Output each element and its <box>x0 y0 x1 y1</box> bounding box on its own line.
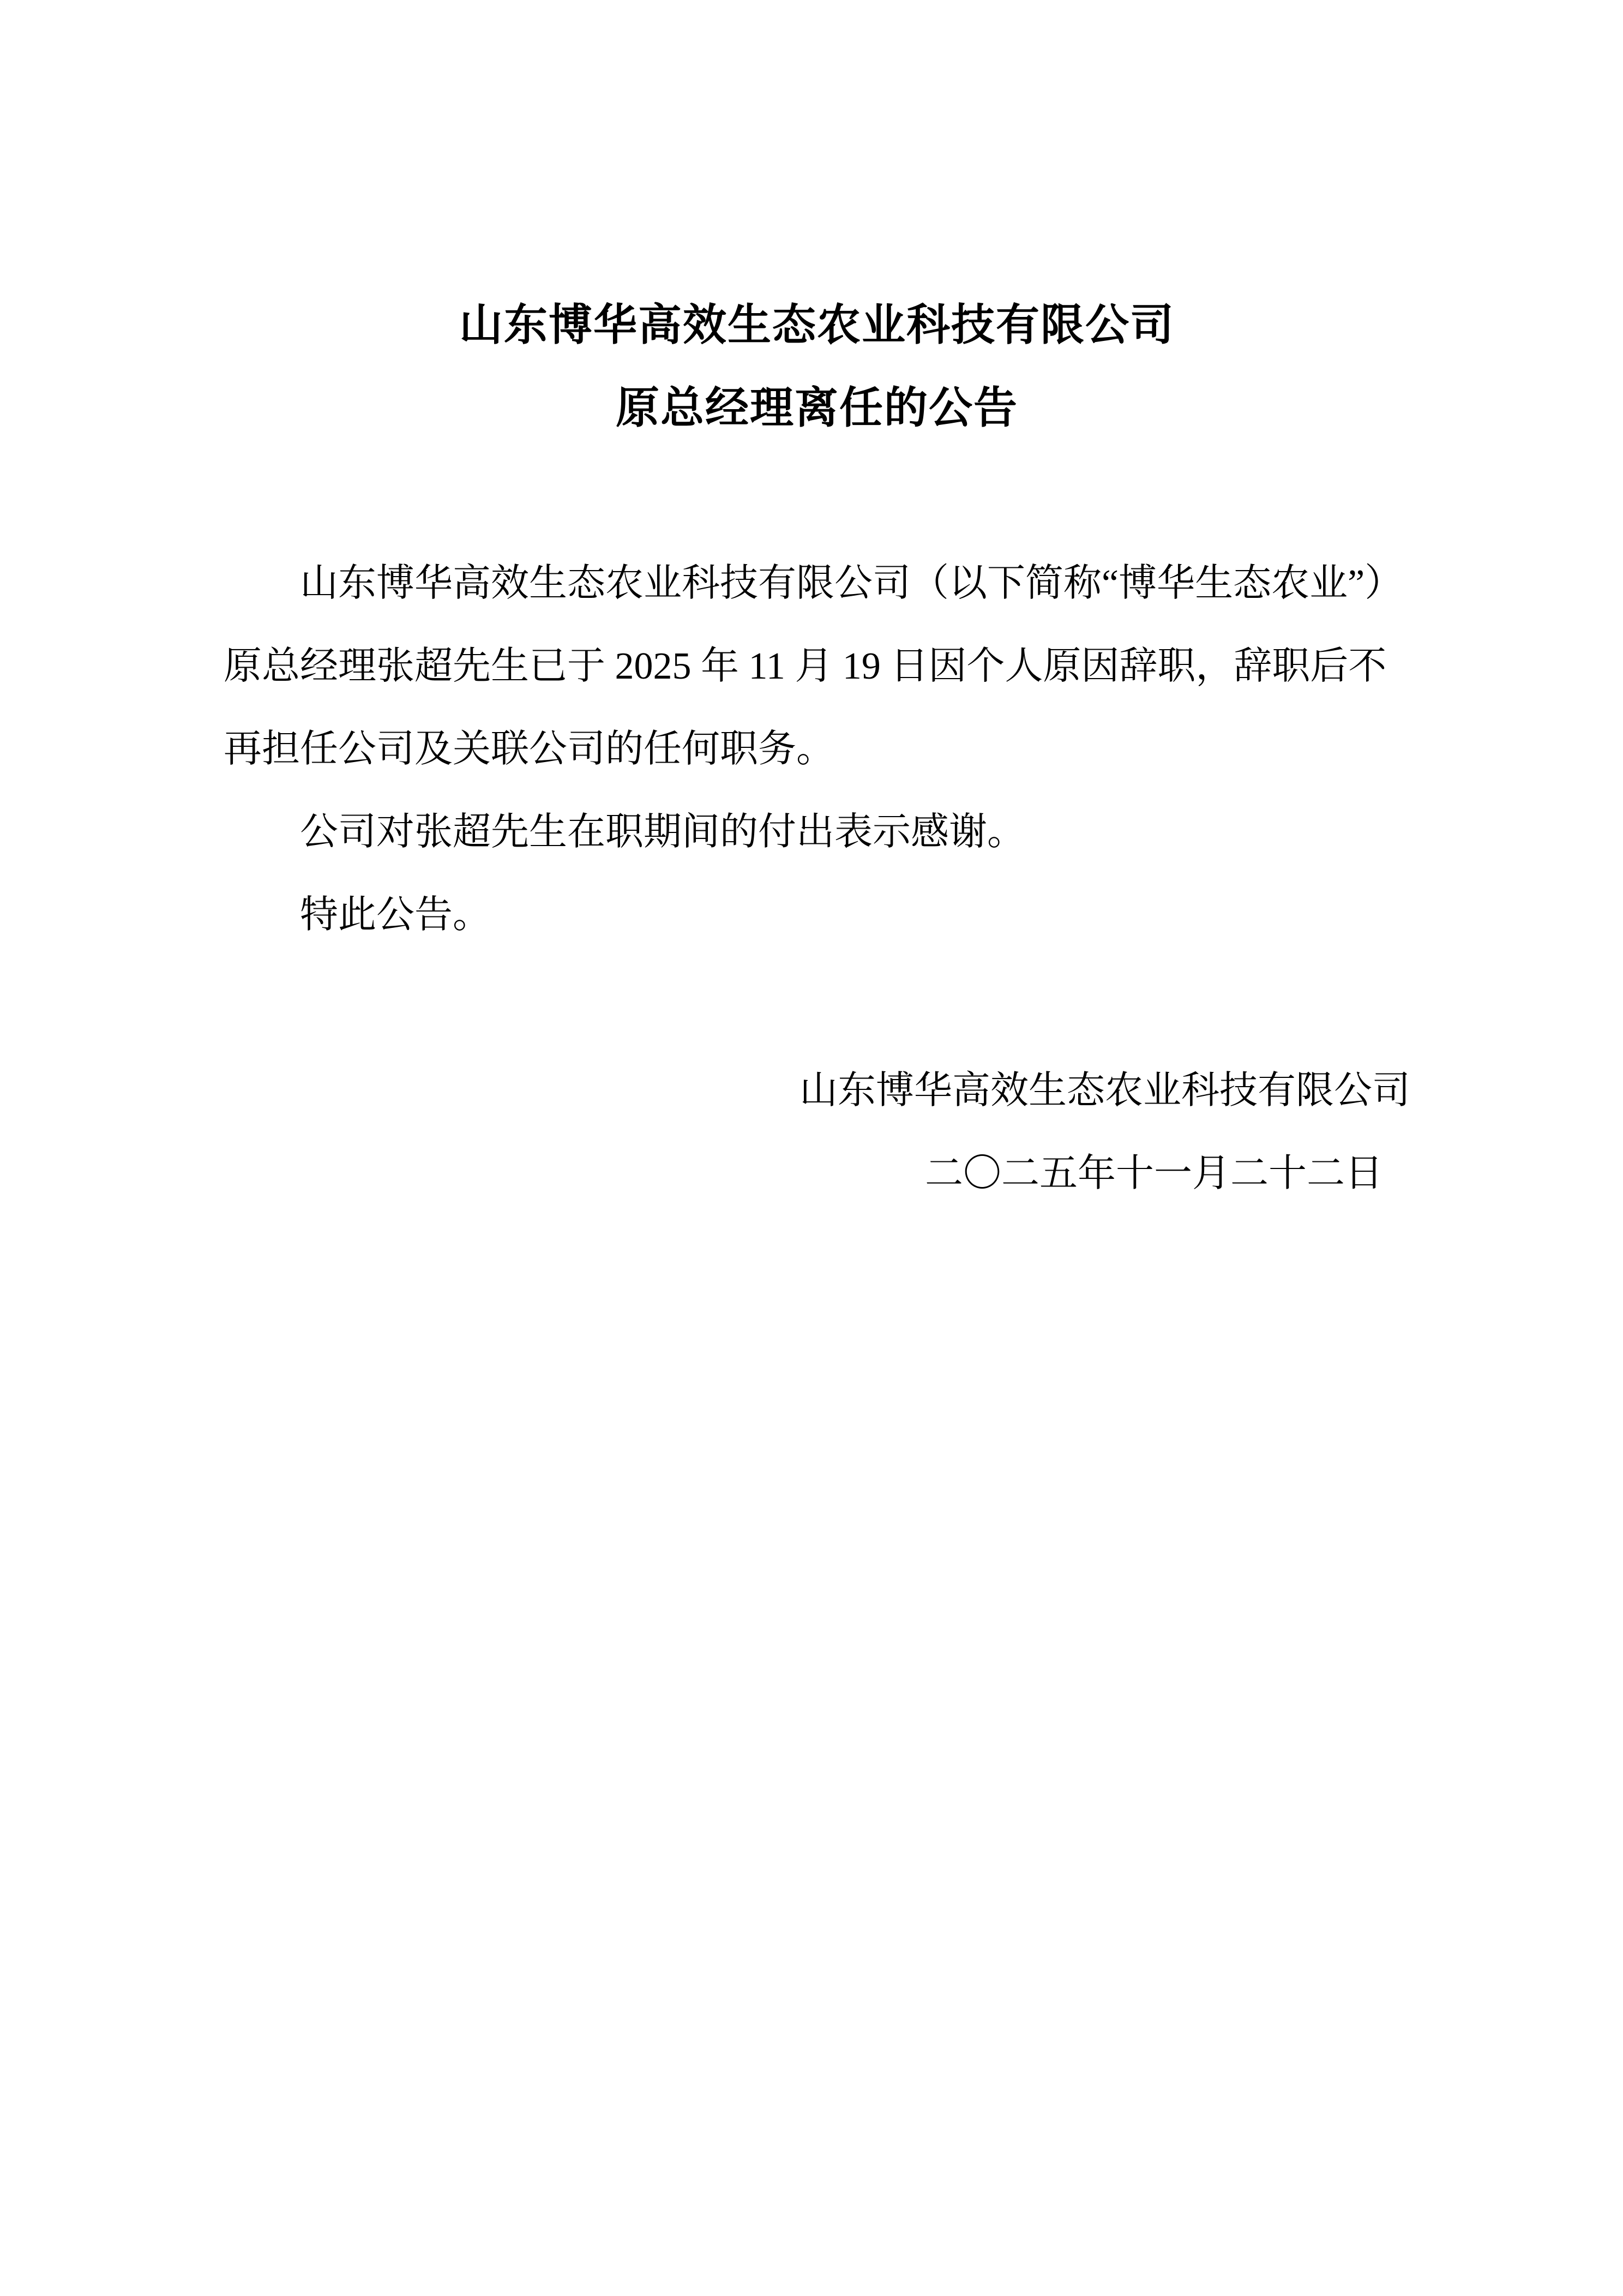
document-title-line-1: 山东博华高效生态农业科技有限公司 <box>459 301 1175 349</box>
signature-block <box>224 1050 1410 1215</box>
body-line: 特此公告。 <box>300 894 491 936</box>
body-paragraph-1 <box>224 542 1410 791</box>
signature-date: 二〇二五年十一月二十二日 <box>925 1153 1383 1195</box>
body-line: 山东博华高效生态农业科技有限公司（以下简称“博华生态农业”） <box>300 562 1403 604</box>
body-paragraph-3 <box>224 874 1410 957</box>
body-line: 原总经理张超先生已于 2025 年 11 月 19 日因个人原因辞职，辞职后不 <box>224 645 1387 687</box>
signature-company: 山东博华高效生态农业科技有限公司 <box>800 1070 1410 1112</box>
body-line: 公司对张超先生在职期间的付出表示感谢。 <box>300 811 1025 853</box>
body-paragraph-2 <box>224 791 1410 874</box>
document-title <box>224 284 1410 449</box>
body-line: 再担任公司及关联公司的任何职务。 <box>224 728 834 770</box>
document-body <box>224 542 1410 1215</box>
document-title-line-2: 原总经理离任的公告 <box>616 383 1018 432</box>
